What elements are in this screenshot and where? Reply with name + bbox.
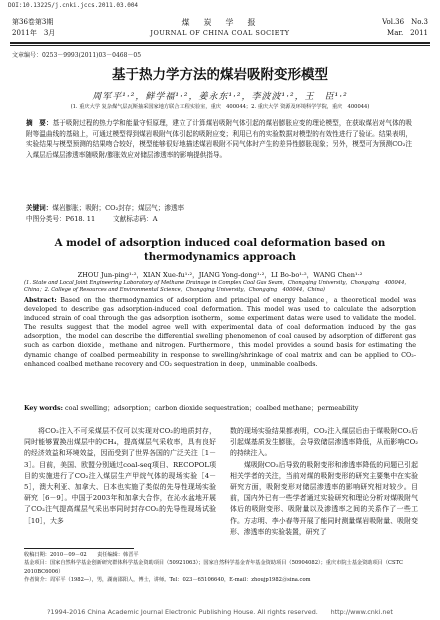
body-paragraph: 数的现场实验结果都表明，CO₂注入煤层后由于煤吸附CO₂后引起煤基质发生膨胀，会导致储层渗透率降低，从而影响CO₂的持续注入。 (230, 427, 418, 458)
affiliations-cn: (1. 重庆大学 复杂煤气层瓦斯抽采国家地方联合工程实验室，重庆 400044；2. 重庆大学 资源及环境科学学院，重庆 400044) (70, 104, 370, 110)
journal-name-cn: 煤 炭 学 报 (181, 18, 259, 27)
document-code: 文献标志码：A (113, 215, 158, 223)
header-rule-thick (10, 42, 430, 44)
footnotes (24, 551, 420, 584)
abstract-en-text: Based on the thermodynamics of adsorption and principal of energy balance，a theoretical model was developed to describe gas adsorption-induced coal deformation. This model was used to calculate the adsorption induced strain of coal through the gas adsorption isotherm，some experiment datas were used to validate the model. The results suggest that the model agree well with experimental data of coal deformation induced by the gas adsorption，the model can describe the differential swelling phenomenon of coal caused by adsorption of different gas such as carbon dioxide，methane and nitrogen. Furthermore，this model provides a sound basis for estimating the dynamic change of coalbed permeability in response to swelling/shrinkage of coal matrix and can be applied to CO₂-enhanced coalbed methane recovery and CO₂ sequestration in deep，unminable coalbeds. (24, 296, 416, 368)
author-bio: 作者简介：周军平（1982—），男，湖南邵阳人，博士，讲师。Tel：023－65106640，E-mail：zhoujp1982＠sina.com (24, 576, 311, 583)
keywords-en-label: Key words: (24, 404, 63, 412)
title-cn: 基于热力学方法的煤岩吸附变形模型 (112, 67, 328, 83)
abstract-en-label: Abstract: (24, 296, 57, 304)
abstract-cn-label: 摘 要： (26, 119, 53, 127)
article-number: 文章编号：0253－9993(2011)03－0468－05 (12, 52, 142, 59)
title-en: A model of adsorption induced coal deformation based on thermodynamics approach (54, 237, 386, 263)
body-column-right (230, 426, 418, 538)
keywords-cn (26, 203, 412, 213)
fund-info: 基金项目：国家自然科学基金创新研究群体科学基金资助项目（50921063）；国家自然科学基金青年基金资助项目（50904082）；重庆市院士基金资助项目（CSTC 2010BC6006） (24, 560, 403, 575)
abstract-en (24, 296, 416, 369)
abstract-cn-text: 基于吸附过程的热力学和能量守恒原理，建立了计算煤岩吸附气体引起的煤岩膨胀应变的理论模型，在获取煤岩对气体的吸附等温曲线的基础上，可通过模型得到煤岩吸附气体引起的吸附应变；利用已有的实验数据对模型的有效性进行了验证。结果表明，实验结果与模型预测的结果吻合较好，模型能够很好地描述煤岩吸附不同气体时产生的差异性膨胀现象；另外，模型可为预测CO₂注入煤层后煤层渗透率随吸附/膨胀效应对储层渗透率的影响提供指导。 (26, 119, 412, 159)
classification-cn (26, 214, 412, 224)
clc-number: 中图分类号：P618. 11 (26, 215, 96, 223)
footnote-rule (24, 548, 134, 549)
keywords-en (24, 404, 416, 413)
journal-header (0, 17, 440, 39)
volume-issue-cn: 第36卷第3期 (12, 18, 54, 26)
volume-issue-en: Vol.36 No.3 (382, 18, 428, 26)
header-right (382, 17, 428, 39)
keywords-cn-label: 关键词： (26, 204, 53, 212)
page-footer: ?1994-2016 China Academic Journal Electronic Publishing House. All rights reserved. http://www.cnki.net (47, 608, 393, 616)
received-date: 收稿日期：2010－09－02 责任编辑：韩晋平 (24, 552, 139, 558)
authors-en: ZHOU Jun-ping¹·²，XIAN Xue-fu¹·²，JIANG Yong-dong¹·²，LI Bo-bo¹·²，WANG Chen¹·² (77, 271, 363, 279)
abstract-cn (26, 118, 412, 160)
header-rule-thin (10, 45, 430, 46)
keywords-en-text: coal swelling；adsorption；carbon dioxide sequestration；coalbed methane；permeability (65, 404, 359, 412)
body-column-left: 将CO₂注入不可采煤层不仅可以实现对CO₂的地质封存，同时能够置换出煤层中的CH₄，提高煤层气采收率，具有良好的经济效益和环境效益，因而受到了世界各国的广泛关注［1－3］。目前，美国、欧盟分别通过coal-seq项目、RECOPOL项目的实施进行了CO₂注入煤层生产甲烷气体的现场实验［4－5］，澳大利亚、加拿大、日本也实施了类似的先导性现场实验研究［6－9］。中国于2003年和加拿大合作，在沁水盆地开展了CO₂注气提高煤层气采出率同时封存CO₂的先导性现场试验［10］，大多 (24, 427, 216, 525)
month-en: Mar. 2011 (387, 29, 428, 37)
journal-name-en: JOURNAL OF CHINA COAL SOCIETY (150, 29, 290, 37)
authors-cn: 周军平¹·²，鲜学福¹·²，姜永东¹·²，李波波¹·²，王 臣¹·² (92, 92, 348, 102)
doi-line: DOI:10.13225/j.cnki.jccs.2011.03.004 (8, 2, 139, 9)
keywords-cn-text: 煤岩膨胀；吸附；CO₂封存；煤层气；渗透率 (52, 204, 185, 212)
year-month-cn: 2011年 3月 (12, 29, 56, 37)
body-paragraph: 煤吸附CO₂后导致的吸附变形和渗透率降低的问题已引起相关学者的关注，当前对煤的吸附变形的研究主要集中在实验研究方面，吸附变形对储层渗透率的影响研究相对较少。目前，国内外已有一些学者通过实验研究和理论分析对煤吸附气体后的吸附变形、吸附量以及渗透率之间的关系作了一些工作。方志明、李小春等开展了能同时测量煤岩吸附量、吸附变形、渗透率的实验装置，研究了 (230, 460, 418, 536)
affiliations-en: (1. State and Local Joint Engineering Laboratory of Methane Drainage in Complex Coal Gas Seam，Chongqing University，Chongqing 400044，China；2. College of Resources and Environmental Science，Chongqing University，Chongqing 400044，China) (24, 280, 410, 293)
